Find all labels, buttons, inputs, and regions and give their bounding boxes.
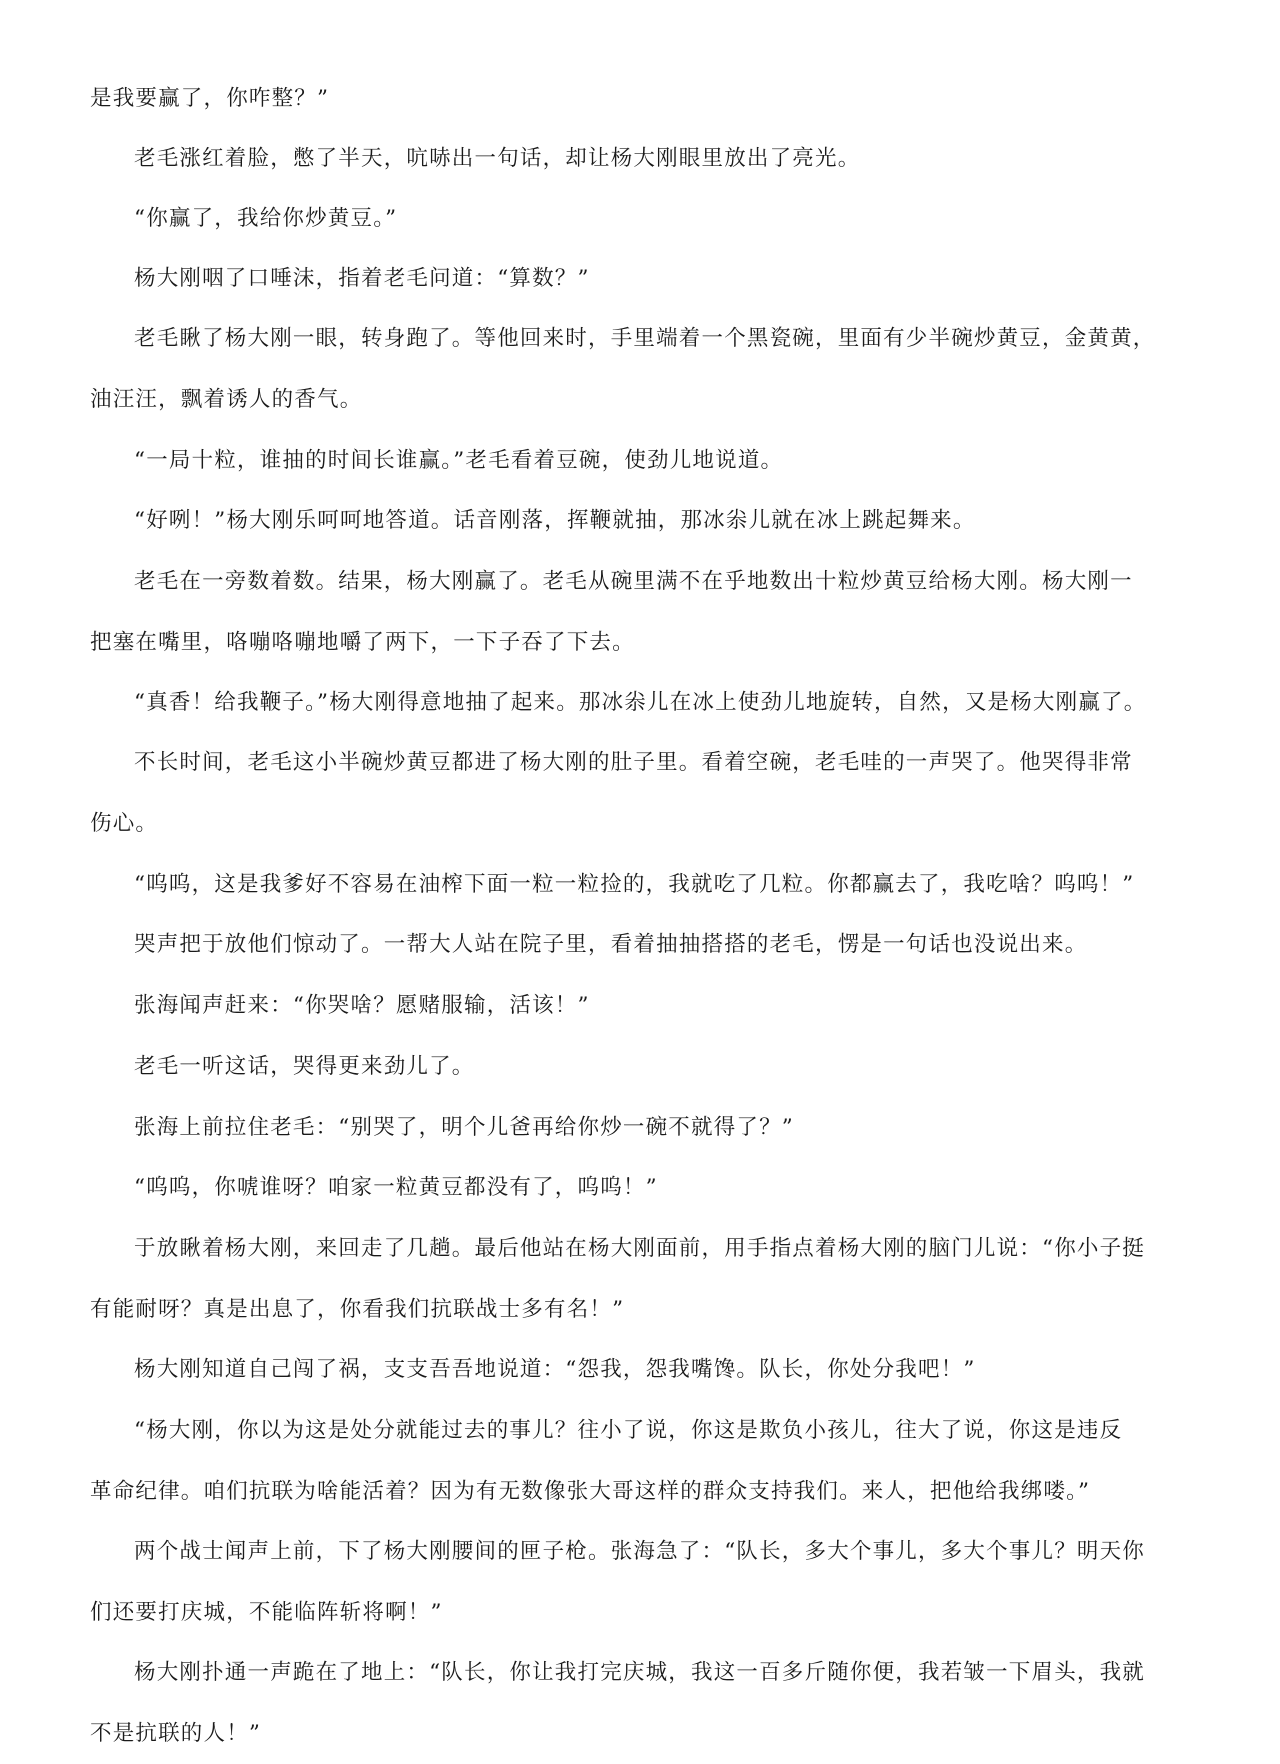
text-line: 张海闻声赶来：“你哭啥？愿赌服输，活该！”	[134, 993, 590, 1018]
text-line: “你赢了，我给你炒黄豆。”	[134, 206, 398, 231]
paragraph-4	[134, 248, 590, 309]
text-line: 张海上前拉住老毛：“别哭了，明个儿爸再给你炒一碗不就得了？”	[134, 1115, 794, 1140]
text-line: 哭声把于放他们惊动了。一帮大人站在院子里，看着抽抽搭搭的老毛，愣是一句话也没说出来。	[134, 932, 1088, 957]
paragraph-11	[134, 854, 1135, 915]
text-line: 是我要赢了，你咋整？”	[90, 86, 330, 111]
text-line: 老毛在一旁数着数。结果，杨大刚赢了。老毛从碗里满不在乎地数出十粒炒黄豆给杨大刚。杨大刚一	[134, 569, 1133, 594]
paragraph-18	[134, 1339, 976, 1400]
text-line: “好咧！”杨大刚乐呵呵地答道。话音刚落，挥鞭就抽，那冰尜儿就在冰上跳起舞来。	[134, 508, 976, 533]
text-line: “呜呜，这是我爹好不容易在油榨下面一粒一粒捡的，我就吃了几粒。你都赢去了，我吃啥？呜呜！”	[134, 872, 1135, 897]
paragraph-19	[90, 1400, 1123, 1522]
paragraph-15	[134, 1097, 794, 1158]
paragraph-14	[134, 1036, 475, 1097]
text-line: 不长时间，老毛这小半碗炒黄豆都进了杨大刚的肚子里。看着空碗，老毛哇的一声哭了。他哭得非常	[134, 750, 1133, 775]
text-line: 把塞在嘴里，咯嘣咯嘣地嚼了两下，一下子吞了下去。	[90, 630, 635, 655]
paragraph-1	[90, 68, 329, 129]
paragraph-8	[90, 551, 1133, 673]
paragraph-21	[90, 1642, 1145, 1764]
paragraph-3	[134, 188, 397, 249]
paragraph-13	[134, 975, 590, 1036]
paragraph-10	[90, 732, 1133, 854]
text-line: 两个战士闻声上前，下了杨大刚腰间的匣子枪。张海急了：“队长，多大个事儿，多大个事儿？明天你	[134, 1539, 1145, 1564]
text-line: 杨大刚咽了口唾沫，指着老毛问道：“算数？”	[134, 266, 590, 291]
paragraph-5	[90, 308, 1156, 430]
text-line: “一局十粒，谁抽的时间长谁赢。”老毛看着豆碗，使劲儿地说道。	[134, 448, 784, 473]
paragraph-7	[134, 490, 976, 551]
text-line: 杨大刚知道自己闯了祸，支支吾吾地说道：“怨我，怨我嘴馋。队长，你处分我吧！”	[134, 1357, 976, 1382]
text-line: 于放瞅着杨大刚，来回走了几趟。最后他站在杨大刚面前，用手指点着杨大刚的脑门儿说：“你小子挺	[134, 1236, 1145, 1261]
text-line: “呜呜，你唬谁呀？咱家一粒黄豆都没有了，呜呜！”	[134, 1175, 658, 1200]
paragraph-9	[134, 672, 1146, 733]
text-line: 杨大刚扑通一声跪在了地上：“队长，你让我打完庆城，我这一百多斤随你便，我若皱一下眉头，我就	[134, 1660, 1145, 1685]
text-line: 老毛涨红着脸，憋了半天，吭哧出一句话，却让杨大刚眼里放出了亮光。	[134, 146, 861, 171]
paragraph-6	[134, 430, 783, 491]
text-line: 有能耐呀？真是出息了，你看我们抗联战士多有名！”	[90, 1297, 625, 1322]
text-line: 伤心。	[90, 811, 159, 836]
text-line: 老毛一听这话，哭得更来劲儿了。	[134, 1054, 475, 1079]
text-line: 们还要打庆城，不能临阵斩将啊！”	[90, 1600, 443, 1625]
text-line: “杨大刚，你以为这是处分就能过去的事儿？往小了说，你这是欺负小孩儿，往大了说，你这是违反	[134, 1418, 1123, 1443]
paragraph-16	[134, 1157, 658, 1218]
text-line: 老毛瞅了杨大刚一眼，转身跑了。等他回来时，手里端着一个黑瓷碗，里面有少半碗炒黄豆，金黄黄，	[134, 326, 1156, 351]
paragraph-17	[90, 1218, 1145, 1340]
paragraph-12	[134, 914, 1087, 975]
text-line: “真香！给我鞭子。”杨大刚得意地抽了起来。那冰尜儿在冰上使劲儿地旋转，自然，又是杨大刚赢了。	[134, 690, 1147, 715]
paragraph-2	[134, 128, 860, 189]
text-line: 革命纪律。咱们抗联为啥能活着？因为有无数像张大哥这样的群众支持我们。来人，把他给我绑喽。”	[90, 1479, 1091, 1504]
text-line: 油汪汪，飘着诱人的香气。	[90, 387, 363, 412]
text-line: 不是抗联的人！”	[90, 1721, 262, 1746]
paragraph-20	[90, 1521, 1145, 1643]
